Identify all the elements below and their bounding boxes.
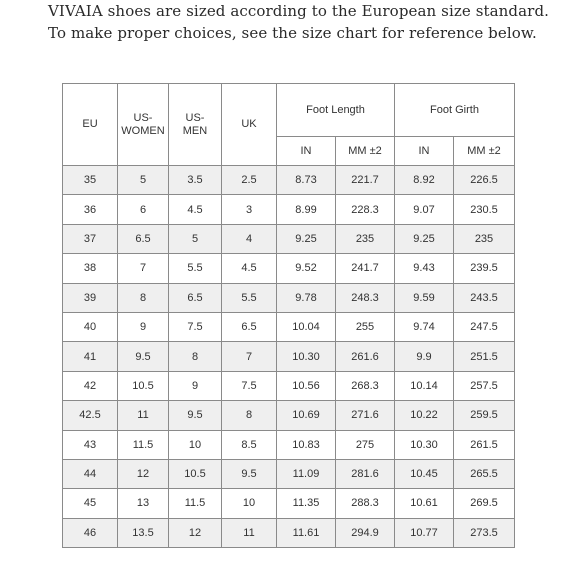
table-row [63,430,515,459]
cell-eu: 38 [63,254,118,283]
cell-foot-girth-mm: 269.5 [454,489,515,518]
cell-foot-length-in: 10.04 [277,312,336,341]
cell-foot-girth-mm: 257.5 [454,371,515,400]
table-row [63,224,515,253]
cell-foot-girth-mm: 261.5 [454,430,515,459]
cell-us-women: 11 [118,401,169,430]
cell-us-women: 7 [118,254,169,283]
table-row [63,489,515,518]
cell-foot-girth-mm: 230.5 [454,195,515,224]
header-us-women-line-2: WOMEN [121,124,165,137]
size-chart-table [62,83,515,548]
cell-foot-girth-in: 10.77 [395,518,454,547]
cell-eu: 37 [63,224,118,253]
cell-uk: 4 [222,224,277,253]
cell-uk: 5.5 [222,283,277,312]
cell-us-women: 6 [118,195,169,224]
cell-foot-length-mm: 221.7 [336,166,395,195]
table-row [63,195,515,224]
cell-eu: 41 [63,342,118,371]
cell-eu: 44 [63,459,118,488]
cell-foot-girth-in: 8.92 [395,166,454,195]
cell-foot-girth-in: 9.07 [395,195,454,224]
table-row [63,312,515,341]
header-foot-girth: Foot Girth [395,84,515,137]
cell-foot-length-in: 11.61 [277,518,336,547]
cell-foot-girth-mm: 251.5 [454,342,515,371]
cell-foot-girth-mm: 235 [454,224,515,253]
intro-line-1: VIVAIA shoes are sized according to the European size standard. [48,2,550,20]
cell-foot-length-mm: 288.3 [336,489,395,518]
cell-foot-girth-in: 10.61 [395,489,454,518]
cell-foot-length-in: 10.69 [277,401,336,430]
cell-eu: 35 [63,166,118,195]
cell-us-women: 9 [118,312,169,341]
cell-foot-length-mm: 275 [336,430,395,459]
cell-foot-length-in: 9.78 [277,283,336,312]
cell-foot-length-in: 10.56 [277,371,336,400]
cell-us-women: 6.5 [118,224,169,253]
header-foot-length-in: IN [277,137,336,166]
cell-uk: 9.5 [222,459,277,488]
header-foot-girth-in: IN [395,137,454,166]
cell-foot-length-in: 9.25 [277,224,336,253]
cell-us-men: 12 [169,518,222,547]
cell-foot-length-in: 8.99 [277,195,336,224]
cell-uk: 8 [222,401,277,430]
header-us-men-line-1: US- [185,111,205,124]
header-row-1 [63,84,515,137]
intro-line-2: To make proper choices, see the size chart for reference below. [48,24,537,42]
cell-us-men: 10.5 [169,459,222,488]
header-eu: EU [63,84,118,166]
cell-foot-length-in: 10.83 [277,430,336,459]
table-row [63,166,515,195]
cell-foot-length-mm: 255 [336,312,395,341]
table-row [63,518,515,547]
cell-eu: 45 [63,489,118,518]
cell-uk: 3 [222,195,277,224]
size-chart-body [63,166,515,548]
size-chart-container [62,83,515,548]
cell-foot-length-in: 11.09 [277,459,336,488]
cell-foot-girth-in: 9.74 [395,312,454,341]
cell-uk: 2.5 [222,166,277,195]
cell-foot-girth-in: 9.25 [395,224,454,253]
header-foot-length: Foot Length [277,84,395,137]
cell-eu: 43 [63,430,118,459]
table-row [63,371,515,400]
table-row [63,342,515,371]
cell-foot-length-mm: 261.6 [336,342,395,371]
cell-us-men: 5 [169,224,222,253]
cell-foot-girth-mm: 247.5 [454,312,515,341]
cell-foot-girth-mm: 239.5 [454,254,515,283]
cell-eu: 36 [63,195,118,224]
header-us-men [169,84,222,166]
header-foot-girth-mm: MM ±2 [454,137,515,166]
cell-foot-length-mm: 271.6 [336,401,395,430]
cell-foot-length-mm: 281.6 [336,459,395,488]
cell-foot-length-in: 11.35 [277,489,336,518]
cell-foot-length-in: 9.52 [277,254,336,283]
cell-uk: 10 [222,489,277,518]
cell-foot-girth-in: 10.14 [395,371,454,400]
cell-eu: 46 [63,518,118,547]
cell-foot-length-mm: 228.3 [336,195,395,224]
cell-eu: 40 [63,312,118,341]
cell-us-men: 10 [169,430,222,459]
cell-uk: 11 [222,518,277,547]
cell-eu: 42 [63,371,118,400]
cell-foot-length-mm: 235 [336,224,395,253]
cell-us-women: 12 [118,459,169,488]
cell-foot-girth-mm: 226.5 [454,166,515,195]
cell-us-men: 6.5 [169,283,222,312]
cell-us-women: 8 [118,283,169,312]
header-us-men-line-2: MEN [182,124,208,137]
cell-us-men: 9 [169,371,222,400]
header-uk: UK [222,84,277,166]
cell-uk: 8.5 [222,430,277,459]
cell-us-women: 13.5 [118,518,169,547]
cell-us-women: 11.5 [118,430,169,459]
cell-us-men: 11.5 [169,489,222,518]
cell-foot-girth-in: 10.45 [395,459,454,488]
cell-us-women: 5 [118,166,169,195]
cell-us-men: 8 [169,342,222,371]
cell-foot-length-in: 8.73 [277,166,336,195]
cell-foot-length-mm: 268.3 [336,371,395,400]
cell-foot-length-mm: 248.3 [336,283,395,312]
cell-foot-girth-mm: 265.5 [454,459,515,488]
intro-text [48,0,568,44]
cell-foot-girth-in: 9.9 [395,342,454,371]
cell-uk: 7.5 [222,371,277,400]
cell-uk: 6.5 [222,312,277,341]
table-row [63,401,515,430]
cell-foot-length-in: 10.30 [277,342,336,371]
cell-us-women: 10.5 [118,371,169,400]
cell-us-women: 9.5 [118,342,169,371]
header-foot-length-mm: MM ±2 [336,137,395,166]
cell-foot-length-mm: 241.7 [336,254,395,283]
cell-eu: 42.5 [63,401,118,430]
cell-us-men: 3.5 [169,166,222,195]
cell-uk: 7 [222,342,277,371]
cell-eu: 39 [63,283,118,312]
cell-foot-girth-mm: 273.5 [454,518,515,547]
cell-foot-length-mm: 294.9 [336,518,395,547]
cell-foot-girth-mm: 259.5 [454,401,515,430]
cell-foot-girth-in: 9.59 [395,283,454,312]
header-us-women-line-1: US- [133,111,153,124]
cell-foot-girth-mm: 243.5 [454,283,515,312]
header-us-women [118,84,169,166]
cell-us-men: 7.5 [169,312,222,341]
cell-us-men: 9.5 [169,401,222,430]
cell-foot-girth-in: 9.43 [395,254,454,283]
cell-us-men: 5.5 [169,254,222,283]
table-row [63,459,515,488]
cell-uk: 4.5 [222,254,277,283]
table-row [63,283,515,312]
cell-us-women: 13 [118,489,169,518]
cell-us-men: 4.5 [169,195,222,224]
table-row [63,254,515,283]
cell-foot-girth-in: 10.30 [395,430,454,459]
cell-foot-girth-in: 10.22 [395,401,454,430]
